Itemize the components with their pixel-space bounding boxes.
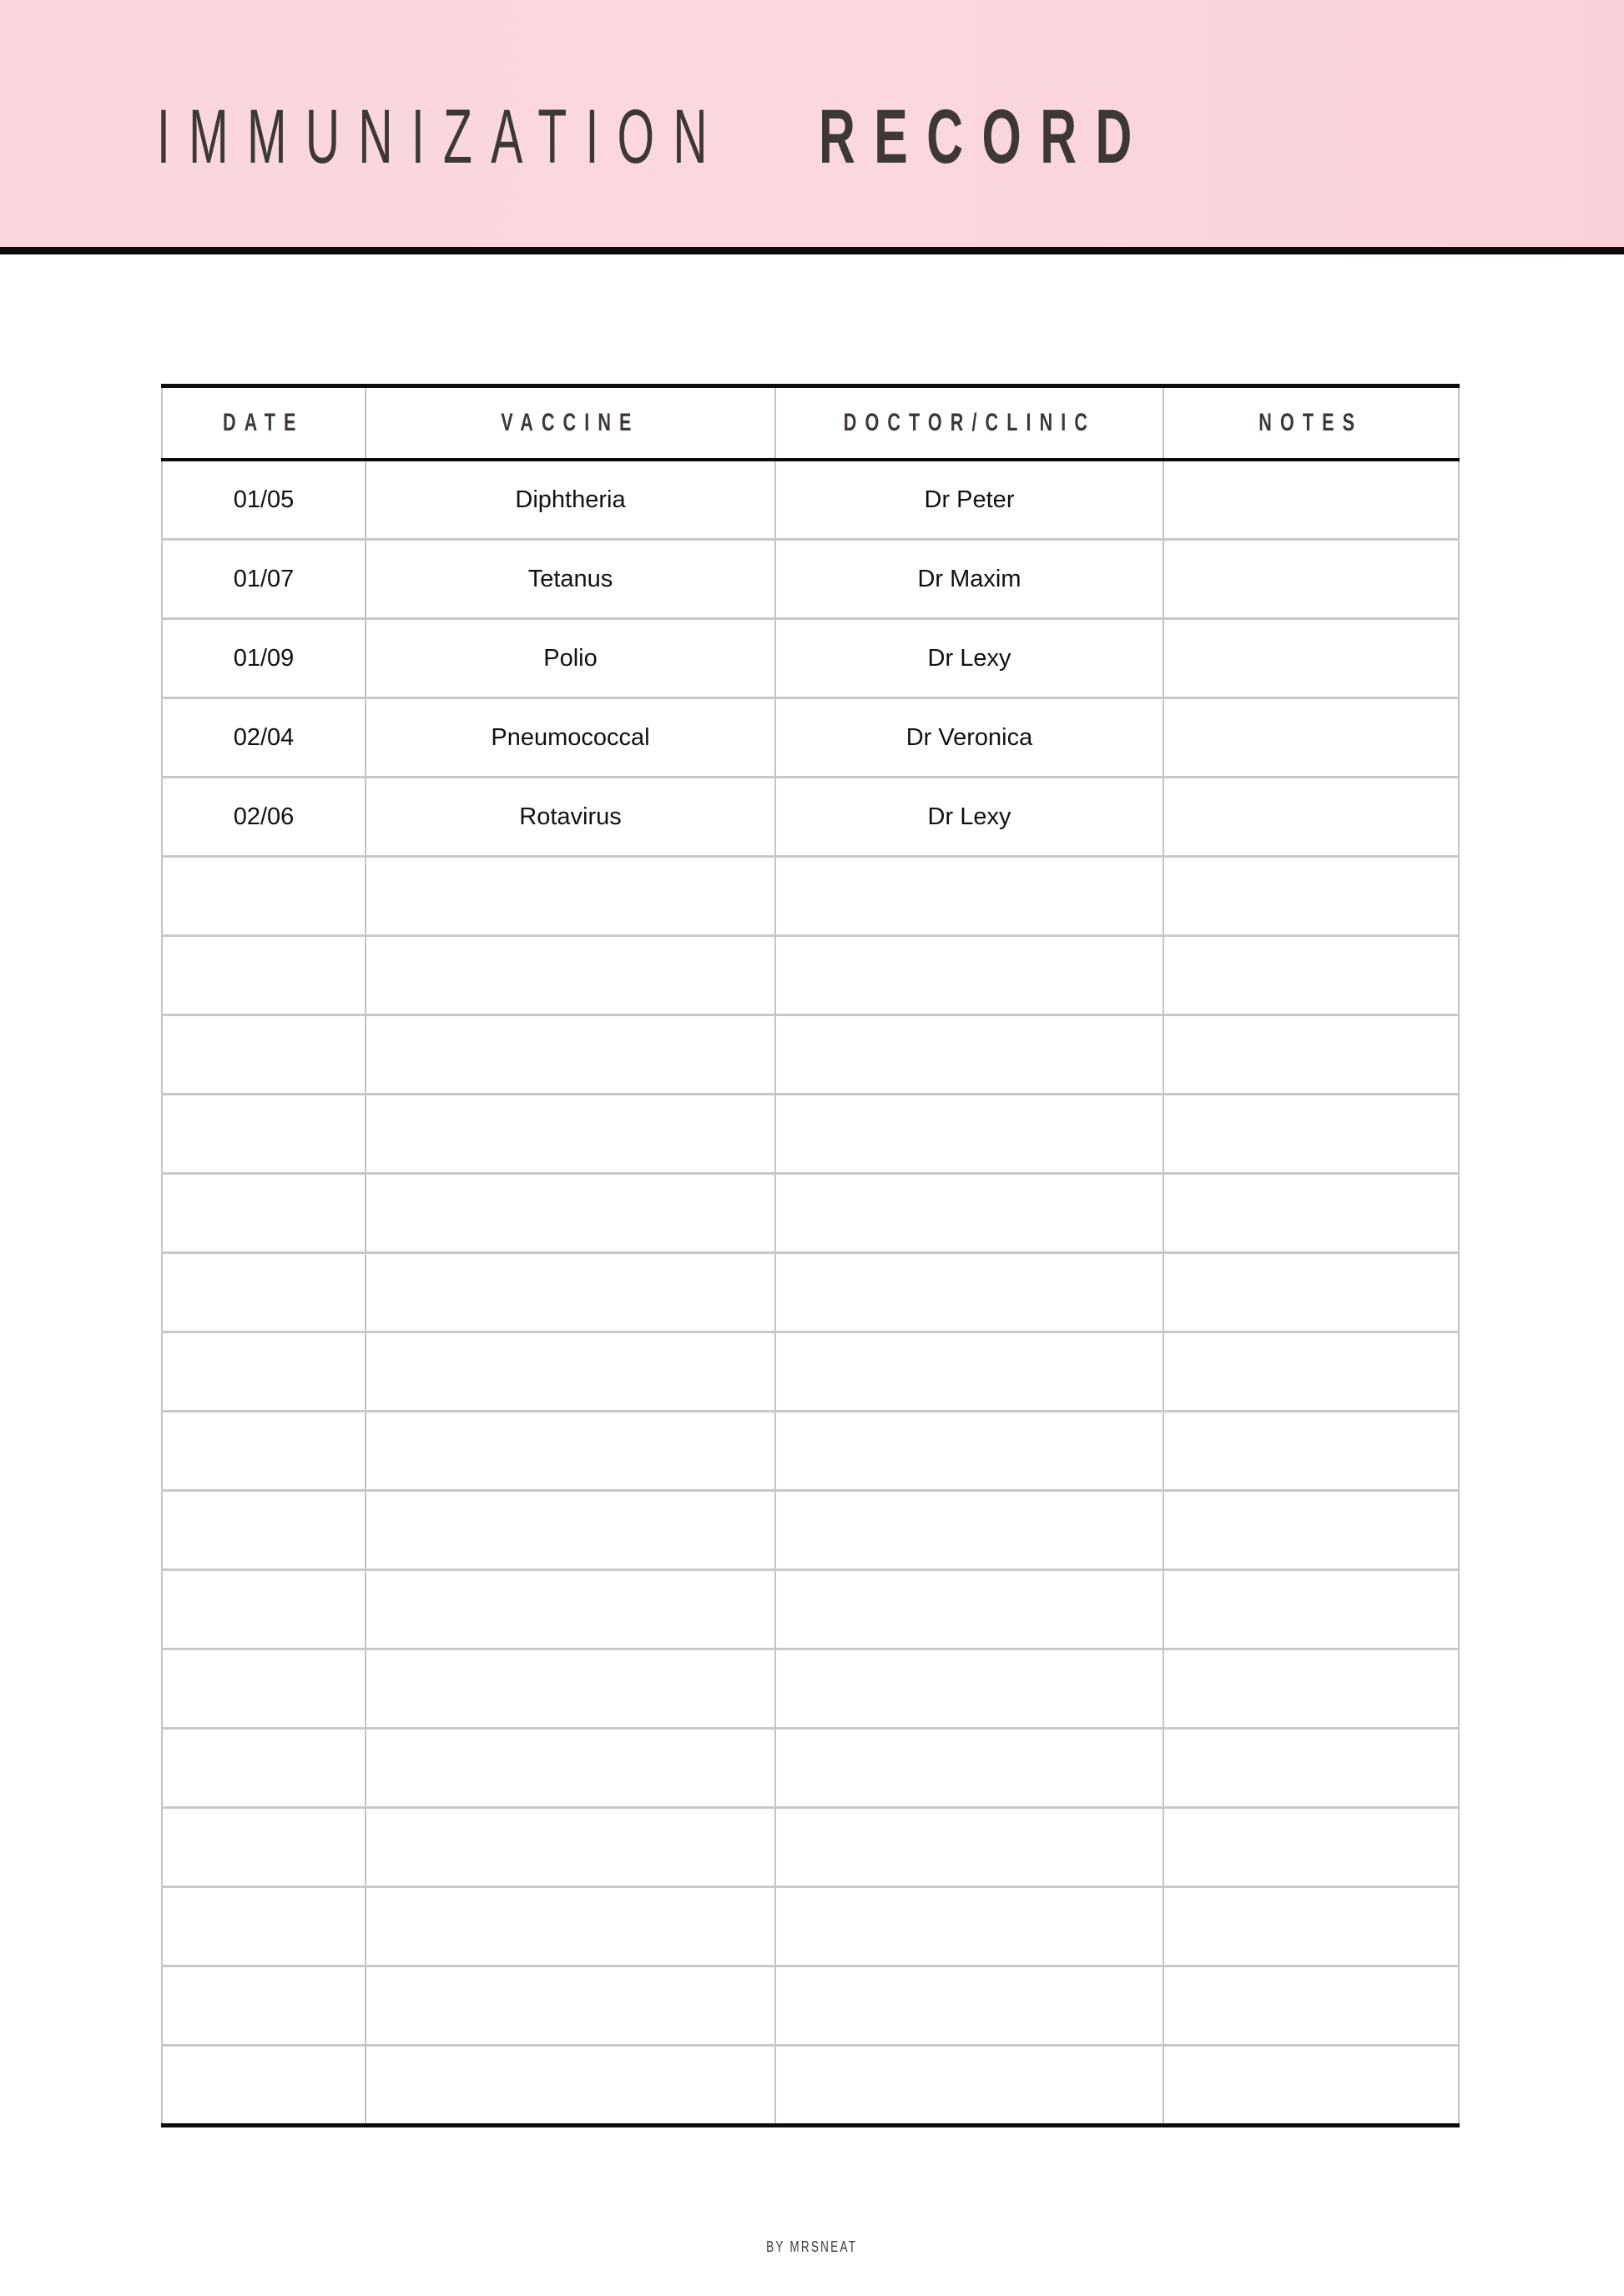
cell-date[interactable] <box>162 2046 366 2126</box>
column-header-date: DATE <box>162 386 366 461</box>
page-title <box>157 95 1158 179</box>
cell-notes[interactable] <box>1163 1570 1459 1649</box>
table-row <box>162 778 1459 857</box>
cell-doctor-clinic[interactable] <box>775 1887 1163 1966</box>
cell-doctor-clinic[interactable] <box>775 1570 1163 1649</box>
cell-doctor-clinic[interactable] <box>775 1729 1163 1808</box>
cell-doctor-clinic[interactable] <box>775 1015 1163 1095</box>
cell-date[interactable] <box>162 1015 366 1095</box>
table-row <box>162 460 1459 540</box>
cell-notes[interactable] <box>1163 619 1459 698</box>
cell-notes[interactable] <box>1163 1649 1459 1729</box>
cell-doctor-clinic[interactable] <box>775 1174 1163 1253</box>
cell-date[interactable] <box>162 1491 366 1570</box>
cell-date[interactable] <box>162 1649 366 1729</box>
table-row <box>162 1095 1459 1174</box>
cell-doctor-clinic[interactable]: Dr Peter <box>775 460 1163 540</box>
cell-vaccine[interactable]: Polio <box>366 619 775 698</box>
cell-doctor-clinic[interactable]: Dr Maxim <box>775 540 1163 619</box>
table-row <box>162 1887 1459 1966</box>
cell-doctor-clinic[interactable] <box>775 1332 1163 1412</box>
cell-notes[interactable] <box>1163 1808 1459 1887</box>
cell-date[interactable]: 02/04 <box>162 698 366 778</box>
cell-vaccine[interactable] <box>366 1015 775 1095</box>
cell-vaccine[interactable]: Diphtheria <box>366 460 775 540</box>
cell-notes[interactable] <box>1163 460 1459 540</box>
table-row <box>162 540 1459 619</box>
table-header-row <box>162 386 1459 461</box>
cell-vaccine[interactable] <box>366 1412 775 1491</box>
table-row <box>162 857 1459 936</box>
table-row <box>162 1332 1459 1412</box>
cell-date[interactable] <box>162 1808 366 1887</box>
cell-notes[interactable] <box>1163 1887 1459 1966</box>
cell-vaccine[interactable] <box>366 2046 775 2126</box>
cell-date[interactable] <box>162 1253 366 1332</box>
cell-vaccine[interactable] <box>366 1649 775 1729</box>
cell-vaccine[interactable] <box>366 1887 775 1966</box>
header-divider <box>0 247 1624 254</box>
cell-notes[interactable] <box>1163 1095 1459 1174</box>
cell-notes[interactable] <box>1163 2046 1459 2126</box>
cell-doctor-clinic[interactable] <box>775 1491 1163 1570</box>
cell-notes[interactable] <box>1163 1332 1459 1412</box>
cell-doctor-clinic[interactable]: Dr Lexy <box>775 619 1163 698</box>
table-row <box>162 619 1459 698</box>
cell-doctor-clinic[interactable] <box>775 857 1163 936</box>
cell-vaccine[interactable] <box>366 857 775 936</box>
cell-vaccine[interactable] <box>366 1491 775 1570</box>
cell-vaccine[interactable] <box>366 1253 775 1332</box>
cell-notes[interactable] <box>1163 698 1459 778</box>
cell-doctor-clinic[interactable]: Dr Veronica <box>775 698 1163 778</box>
table-row <box>162 1808 1459 1887</box>
cell-date[interactable]: 01/05 <box>162 460 366 540</box>
cell-notes[interactable] <box>1163 1729 1459 1808</box>
cell-doctor-clinic[interactable] <box>775 1095 1163 1174</box>
cell-doctor-clinic[interactable] <box>775 1649 1163 1729</box>
cell-doctor-clinic[interactable] <box>775 1412 1163 1491</box>
cell-date[interactable] <box>162 1887 366 1966</box>
cell-vaccine[interactable] <box>366 1570 775 1649</box>
cell-notes[interactable] <box>1163 1253 1459 1332</box>
table-row <box>162 936 1459 1015</box>
cell-vaccine[interactable] <box>366 1966 775 2046</box>
cell-date[interactable] <box>162 936 366 1015</box>
cell-date[interactable]: 01/09 <box>162 619 366 698</box>
table-row <box>162 698 1459 778</box>
table-row <box>162 1253 1459 1332</box>
cell-vaccine[interactable]: Pneumococcal <box>366 698 775 778</box>
cell-vaccine[interactable]: Tetanus <box>366 540 775 619</box>
cell-date[interactable] <box>162 1729 366 1808</box>
cell-doctor-clinic[interactable]: Dr Lexy <box>775 778 1163 857</box>
cell-date[interactable]: 01/07 <box>162 540 366 619</box>
cell-date[interactable] <box>162 857 366 936</box>
immunization-table <box>161 384 1460 2127</box>
cell-date[interactable] <box>162 1412 366 1491</box>
cell-notes[interactable] <box>1163 1015 1459 1095</box>
cell-doctor-clinic[interactable] <box>775 1253 1163 1332</box>
cell-notes[interactable] <box>1163 778 1459 857</box>
table-row <box>162 1729 1459 1808</box>
cell-vaccine[interactable] <box>366 1332 775 1412</box>
cell-notes[interactable] <box>1163 1174 1459 1253</box>
cell-notes[interactable] <box>1163 1966 1459 2046</box>
cell-date[interactable] <box>162 1095 366 1174</box>
cell-notes[interactable] <box>1163 936 1459 1015</box>
table-row <box>162 1412 1459 1491</box>
cell-vaccine[interactable] <box>366 936 775 1015</box>
cell-vaccine[interactable] <box>366 1174 775 1253</box>
cell-doctor-clinic[interactable] <box>775 936 1163 1015</box>
page-title-bold: RECORD <box>819 94 1151 179</box>
table-row <box>162 1966 1459 2046</box>
table-row <box>162 1015 1459 1095</box>
column-header-doctor-clinic: DOCTOR/CLINIC <box>775 386 1163 461</box>
table-row <box>162 1649 1459 1729</box>
cell-vaccine[interactable] <box>366 1095 775 1174</box>
cell-doctor-clinic[interactable] <box>775 1966 1163 2046</box>
cell-notes[interactable] <box>1163 1491 1459 1570</box>
cell-doctor-clinic[interactable] <box>775 2046 1163 2126</box>
cell-notes[interactable] <box>1163 857 1459 936</box>
column-header-vaccine: VACCINE <box>366 386 775 461</box>
cell-vaccine[interactable]: Rotavirus <box>366 778 775 857</box>
cell-vaccine[interactable] <box>366 1808 775 1887</box>
cell-date[interactable] <box>162 1570 366 1649</box>
cell-notes[interactable] <box>1163 1412 1459 1491</box>
table-row <box>162 1491 1459 1570</box>
cell-date[interactable] <box>162 1174 366 1253</box>
cell-doctor-clinic[interactable] <box>775 1808 1163 1887</box>
cell-date[interactable]: 02/06 <box>162 778 366 857</box>
footer-credit: BY MRSNEAT <box>766 2238 858 2255</box>
cell-date[interactable] <box>162 1966 366 2046</box>
table-row <box>162 1570 1459 1649</box>
column-header-notes: NOTES <box>1163 386 1459 461</box>
cell-notes[interactable] <box>1163 540 1459 619</box>
table-row <box>162 2046 1459 2126</box>
cell-date[interactable] <box>162 1332 366 1412</box>
page-title-light: IMMUNIZATION <box>157 94 726 179</box>
cell-vaccine[interactable] <box>366 1729 775 1808</box>
table-row <box>162 1174 1459 1253</box>
